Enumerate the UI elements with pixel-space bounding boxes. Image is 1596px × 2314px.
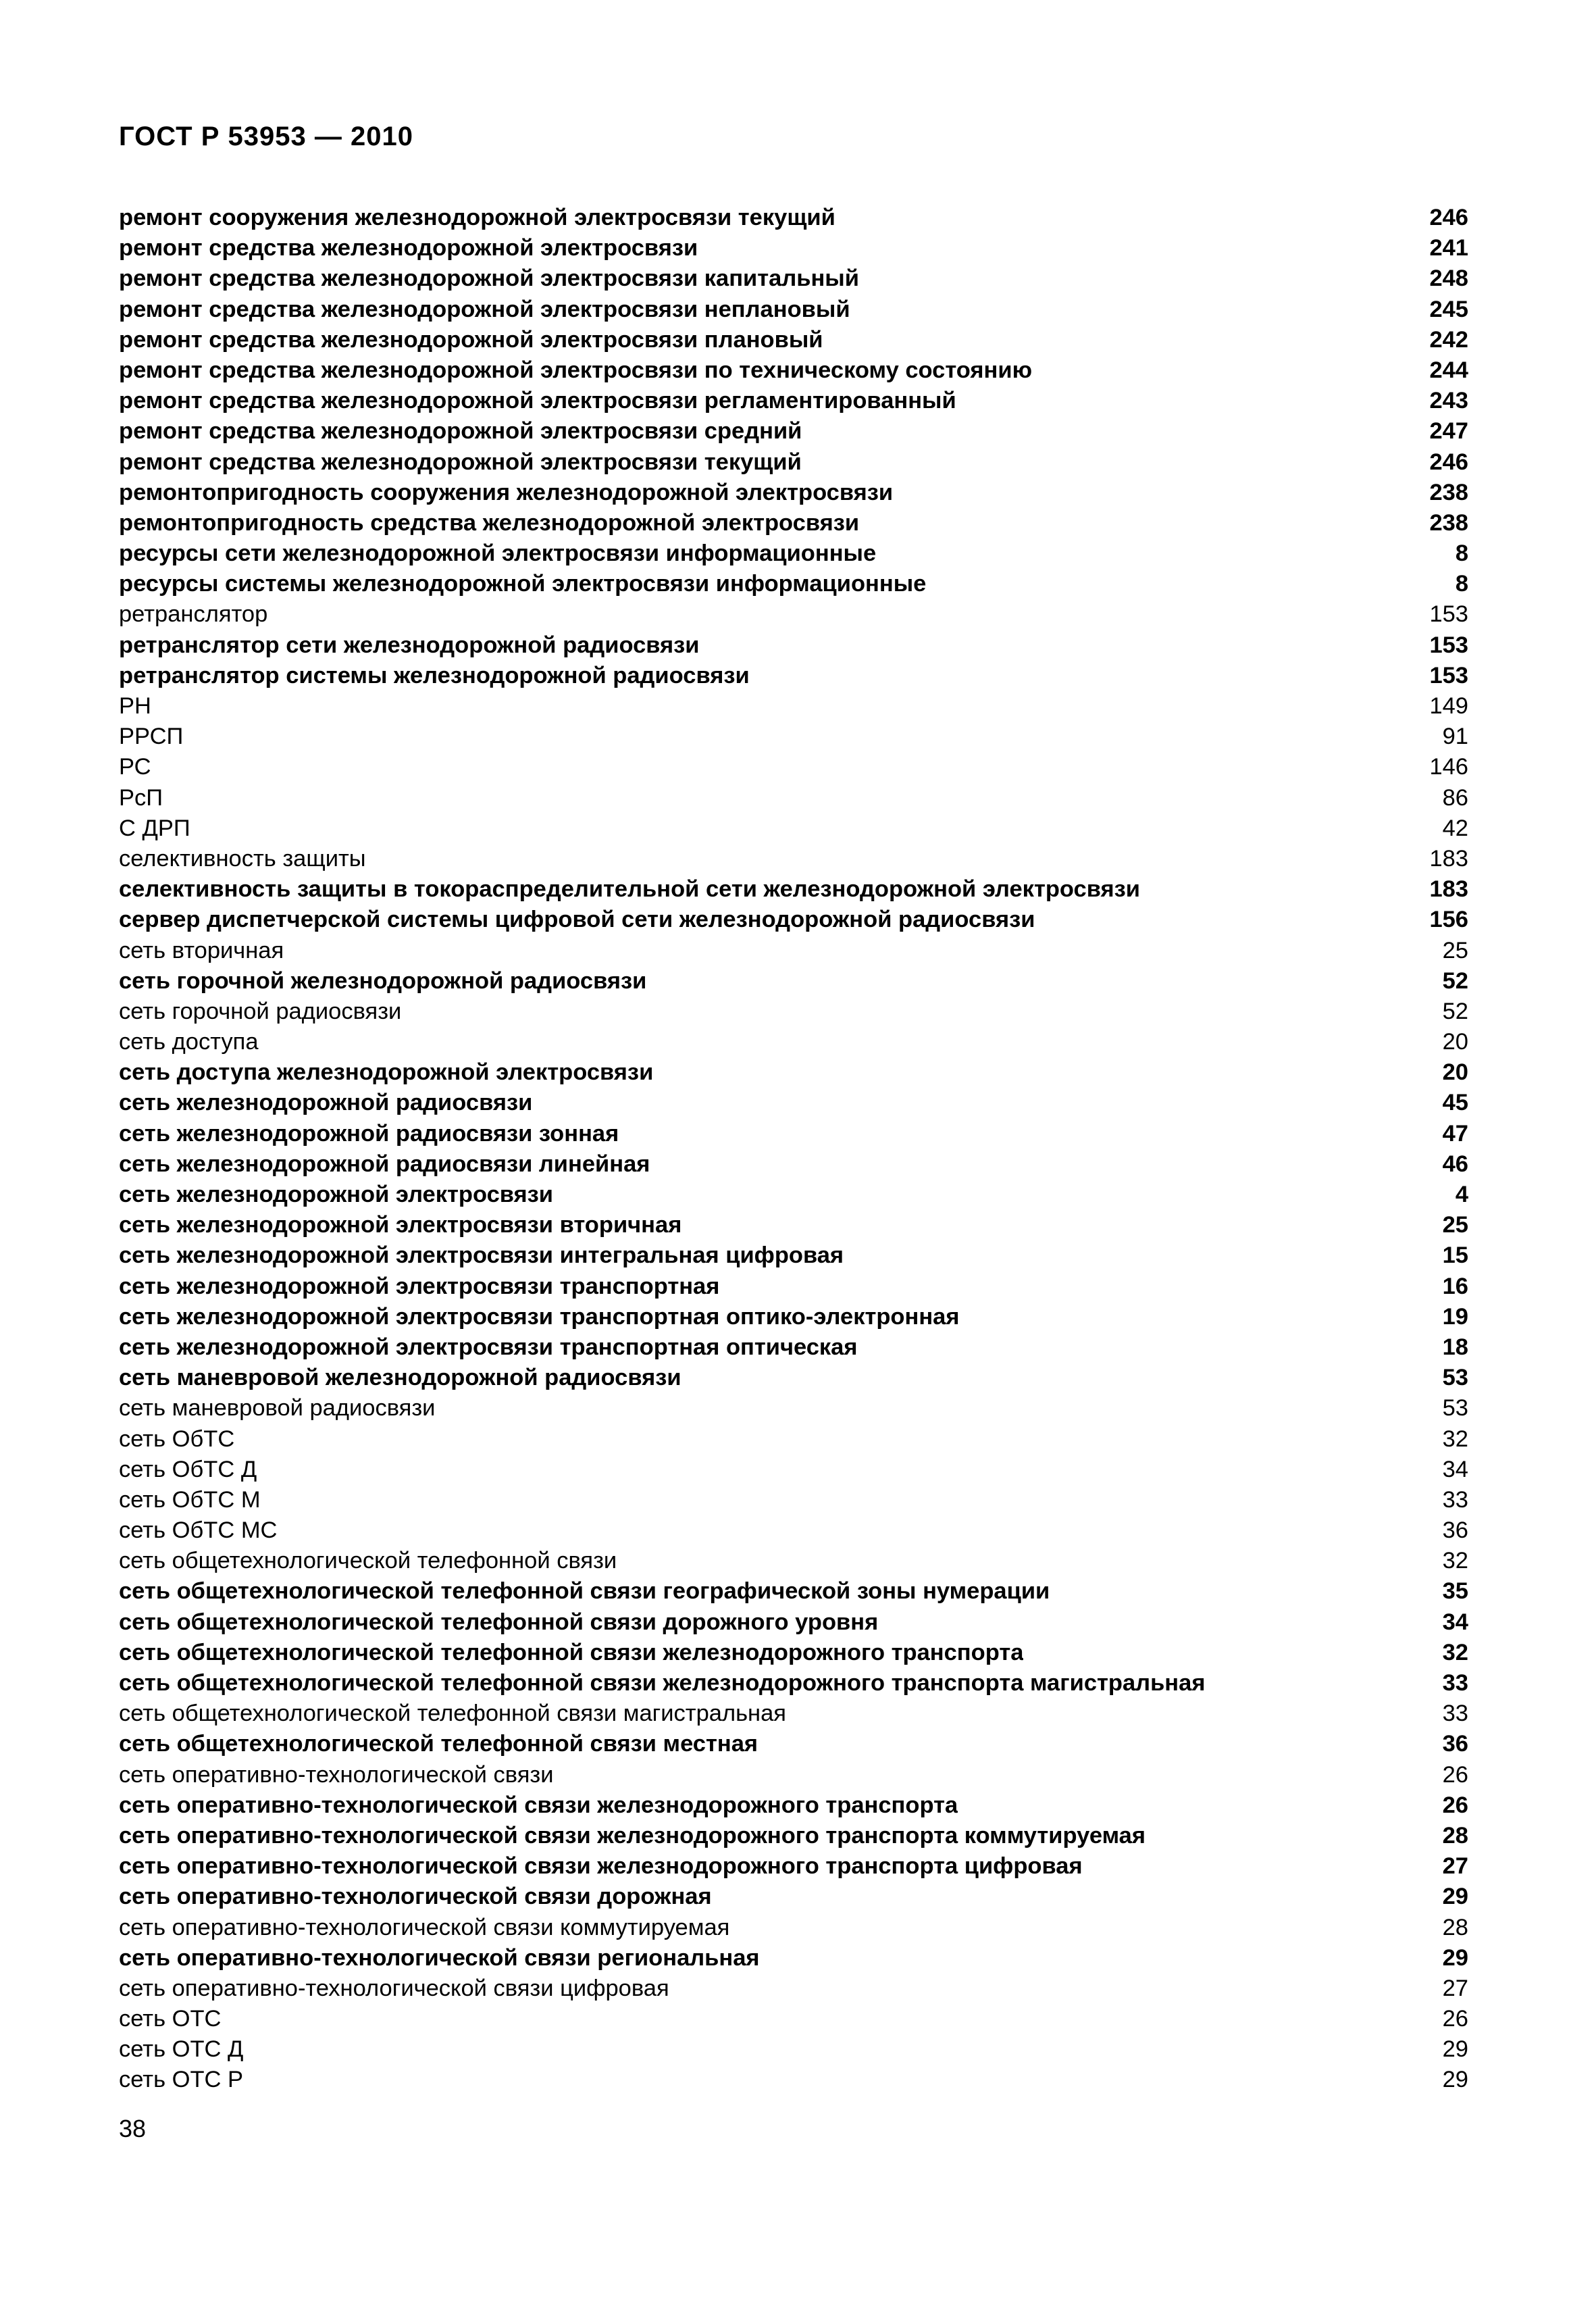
index-entry: [119, 1913, 1468, 1943]
index-page-ref: 32: [1442, 1639, 1468, 1665]
index-page-ref: 15: [1442, 1242, 1468, 1269]
index-term: ресурсы системы железнодорожной электросвязи информационные: [119, 571, 927, 597]
index-term: сеть общетехнологической телефонной связи железнодорожного транспорта: [119, 1639, 1024, 1665]
index-entry: [119, 1943, 1468, 1973]
index-entry: [119, 2004, 1468, 2034]
index-term: сервер диспетчерской системы цифровой сети железнодорожной радиосвязи: [119, 907, 1035, 933]
index-page-ref: 52: [1442, 998, 1468, 1024]
index-entry: [119, 1882, 1468, 1912]
index-page-ref: 19: [1442, 1303, 1468, 1330]
index-entry: [119, 813, 1468, 844]
index-entry: [119, 1485, 1468, 1515]
index-entry: [119, 295, 1468, 325]
index-page-ref: 25: [1442, 1212, 1468, 1238]
index-page-ref: 27: [1442, 1975, 1468, 2001]
index-entry: [119, 355, 1468, 386]
index-term: ремонт средства железнодорожной электросвязи средний: [119, 418, 802, 445]
index-term: сеть ОбТС МС: [119, 1517, 278, 1544]
alphabetical-index: [119, 203, 1468, 2096]
index-term: селективность защиты: [119, 845, 366, 872]
index-term: сеть ОбТС: [119, 1426, 235, 1452]
index-term: ремонт средства железнодорожной электросвязи по техническому состоянию: [119, 357, 1033, 383]
index-term: сеть железнодорожной электросвязи транспортная оптическая: [119, 1334, 858, 1360]
index-page-ref: 183: [1429, 876, 1468, 903]
index-term: сеть оперативно-технологической связи дорожная: [119, 1884, 712, 1910]
index-term: РН: [119, 693, 151, 719]
index-entry: [119, 2065, 1468, 2095]
index-entry: [119, 386, 1468, 416]
index-term: сеть оперативно-технологической связи железнодорожного транспорта цифровая: [119, 1853, 1083, 1880]
index-term: ремонтопригодность средства железнодорожной электросвязи: [119, 509, 860, 536]
index-page-ref: 34: [1442, 1609, 1468, 1635]
index-term: сеть маневровой радиосвязи: [119, 1395, 436, 1422]
index-entry: [119, 1790, 1468, 1821]
index-page-ref: 8: [1455, 540, 1468, 567]
index-entry: [119, 661, 1468, 691]
index-page-ref: 28: [1442, 1822, 1468, 1848]
index-page-ref: 26: [1442, 2006, 1468, 2032]
document-header: ГОСТ Р 53953 — 2010: [119, 122, 413, 151]
index-term: сеть железнодорожной радиосвязи: [119, 1090, 533, 1116]
index-page-ref: 52: [1442, 967, 1468, 994]
index-entry: [119, 1699, 1468, 1729]
index-page-ref: 26: [1442, 1792, 1468, 1818]
index-term: сеть железнодорожной электросвязи интегральная цифровая: [119, 1242, 844, 1269]
index-page-ref: 4: [1455, 1182, 1468, 1207]
index-entry: [119, 1210, 1468, 1240]
index-term: сеть ОТС: [119, 2006, 222, 2032]
index-page-ref: 28: [1442, 1914, 1468, 1940]
index-page-ref: 91: [1442, 724, 1468, 750]
index-page-ref: 242: [1429, 326, 1468, 353]
index-page-ref: 247: [1429, 418, 1468, 445]
index-term: сеть общетехнологической телефонной связи дорожного уровня: [119, 1609, 879, 1635]
index-page-ref: 35: [1442, 1578, 1468, 1605]
index-term: С ДРП: [119, 815, 190, 841]
index-page-ref: 29: [1442, 1884, 1468, 1910]
index-page-ref: 153: [1429, 601, 1468, 628]
index-page-ref: 238: [1429, 479, 1468, 505]
index-term: сеть общетехнологической телефонной связи железнодорожного транспорта магистральная: [119, 1670, 1206, 1696]
index-term: сеть оперативно-технологической связи железнодорожного транспорта коммутируемая: [119, 1822, 1145, 1848]
index-entry: [119, 263, 1468, 294]
index-entry: [119, 1821, 1468, 1851]
index-page-ref: 33: [1442, 1701, 1468, 1727]
index-entry: [119, 1973, 1468, 2004]
index-page-ref: 241: [1429, 235, 1468, 261]
index-term: сеть железнодорожной электросвязи вторичная: [119, 1212, 682, 1238]
index-term: сеть железнодорожной электросвязи транспортная: [119, 1273, 720, 1299]
index-entry: [119, 538, 1468, 569]
index-term: сеть общетехнологической телефонной связи: [119, 1548, 617, 1574]
index-page-ref: 29: [1442, 2067, 1468, 2093]
index-entry: [119, 1851, 1468, 1882]
index-term: сеть маневровой железнодорожной радиосвязи: [119, 1365, 681, 1391]
index-entry: [119, 691, 1468, 722]
index-term: сеть ОбТС Д: [119, 1456, 257, 1482]
index-term: ремонт средства железнодорожной электросвязи капитальный: [119, 266, 859, 292]
index-term: сеть ОТС Р: [119, 2067, 244, 2093]
index-page-ref: 25: [1442, 937, 1468, 963]
index-page-ref: 46: [1442, 1151, 1468, 1177]
index-entry: [119, 1607, 1468, 1638]
index-entry: [119, 905, 1468, 935]
index-page-ref: 20: [1442, 1059, 1468, 1086]
index-term: сеть вторичная: [119, 937, 284, 963]
index-term: селективность защиты в токораспределительной сети железнодорожной электросвязи: [119, 876, 1140, 903]
index-entry: [119, 1546, 1468, 1576]
index-term: сеть оперативно-технологической связи: [119, 1761, 554, 1788]
index-term: ремонт средства железнодорожной электросвязи регламентированный: [119, 388, 956, 414]
index-entry: [119, 1027, 1468, 1057]
index-entry: [119, 1515, 1468, 1546]
index-term: ретранслятор сети железнодорожной радиосвязи: [119, 632, 700, 658]
index-entry: [119, 569, 1468, 599]
index-page-ref: 183: [1429, 845, 1468, 872]
index-term: сеть оперативно-технологической связи цифровая: [119, 1975, 669, 2001]
index-entry: [119, 508, 1468, 538]
index-page-ref: 33: [1442, 1670, 1468, 1696]
index-entry: [119, 1729, 1468, 1759]
index-term: ретранслятор системы железнодорожной радиосвязи: [119, 662, 750, 688]
index-term: ретранслятор: [119, 601, 268, 628]
index-entry: [119, 1424, 1468, 1455]
index-entry: [119, 874, 1468, 905]
index-page-ref: 243: [1429, 388, 1468, 414]
index-term: сеть доступа: [119, 1029, 259, 1055]
index-page-ref: 156: [1429, 907, 1468, 933]
index-entry: [119, 1576, 1468, 1607]
index-entry: [119, 1272, 1468, 1302]
index-page-ref: 153: [1429, 632, 1468, 658]
index-entry: [119, 1668, 1468, 1699]
index-page-ref: 16: [1442, 1273, 1468, 1299]
index-term: сеть горочной железнодорожной радиосвязи: [119, 967, 647, 994]
index-entry: [119, 2034, 1468, 2065]
index-page-ref: 32: [1442, 1548, 1468, 1574]
index-entry: [119, 1149, 1468, 1180]
index-page-ref: 20: [1442, 1029, 1468, 1055]
index-term: ремонтопригодность сооружения железнодорожной электросвязи: [119, 479, 894, 505]
index-entry: [119, 1455, 1468, 1485]
index-entry: [119, 1332, 1468, 1363]
index-entry: [119, 936, 1468, 966]
index-entry: [119, 752, 1468, 782]
index-entry: [119, 1180, 1468, 1210]
index-page-ref: 42: [1442, 815, 1468, 841]
index-page-ref: 149: [1429, 693, 1468, 719]
index-term: сеть железнодорожной электросвязи: [119, 1182, 554, 1207]
index-entry: [119, 1302, 1468, 1332]
index-entry: [119, 1393, 1468, 1424]
index-term: ремонт средства железнодорожной электросвязи текущий: [119, 449, 802, 475]
index-page-ref: 34: [1442, 1456, 1468, 1482]
index-page-ref: 33: [1442, 1486, 1468, 1513]
index-term: ремонт средства железнодорожной электросвязи: [119, 235, 698, 261]
index-term: сеть общетехнологической телефонной связи местная: [119, 1731, 758, 1757]
index-entry: [119, 1119, 1468, 1149]
index-page-ref: 26: [1442, 1761, 1468, 1788]
index-entry: [119, 416, 1468, 447]
index-page-ref: 53: [1442, 1395, 1468, 1422]
index-page-ref: 246: [1429, 205, 1468, 230]
index-page-ref: 29: [1442, 2036, 1468, 2063]
index-term: сеть общетехнологической телефонной связи географической зоны нумерации: [119, 1578, 1050, 1605]
index-term: РсП: [119, 784, 163, 811]
index-page-ref: 47: [1442, 1120, 1468, 1147]
index-term: сеть доступа железнодорожной электросвязи: [119, 1059, 654, 1086]
index-term: сеть ОТС Д: [119, 2036, 244, 2063]
index-entry: [119, 1760, 1468, 1790]
page-number: 38: [119, 2115, 147, 2142]
index-entry: [119, 966, 1468, 997]
index-entry: [119, 233, 1468, 263]
index-page-ref: 244: [1429, 357, 1468, 383]
index-entry: [119, 1240, 1468, 1271]
index-page-ref: 45: [1442, 1090, 1468, 1116]
index-entry: [119, 783, 1468, 813]
index-page-ref: 238: [1429, 509, 1468, 536]
index-page-ref: 36: [1442, 1731, 1468, 1757]
index-term: сеть ОбТС М: [119, 1486, 261, 1513]
index-term: РС: [119, 754, 151, 780]
index-entry: [119, 1088, 1468, 1118]
index-entry: [119, 722, 1468, 752]
index-entry: [119, 203, 1468, 233]
index-entry: [119, 997, 1468, 1027]
index-page-ref: 146: [1429, 754, 1468, 780]
index-page-ref: 245: [1429, 296, 1468, 322]
index-entry: [119, 1363, 1468, 1393]
index-page-ref: 248: [1429, 266, 1468, 292]
index-term: сеть оперативно-технологической связи железнодорожного транспорта: [119, 1792, 958, 1818]
index-page-ref: 86: [1442, 784, 1468, 811]
index-term: ресурсы сети железнодорожной электросвязи информационные: [119, 540, 877, 567]
index-term: сеть железнодорожной радиосвязи зонная: [119, 1120, 619, 1147]
index-term: сеть оперативно-технологической связи коммутируемая: [119, 1914, 730, 1940]
index-entry: [119, 447, 1468, 478]
index-term: ремонт средства железнодорожной электросвязи плановый: [119, 326, 823, 353]
index-page-ref: 18: [1442, 1334, 1468, 1360]
index-term: сеть горочной радиосвязи: [119, 998, 402, 1024]
index-term: ремонт сооружения железнодорожной электросвязи текущий: [119, 205, 835, 230]
index-page-ref: 27: [1442, 1853, 1468, 1880]
index-term: сеть железнодорожной радиосвязи линейная: [119, 1151, 650, 1177]
index-term: РРСП: [119, 724, 184, 750]
index-entry: [119, 1057, 1468, 1088]
index-term: сеть железнодорожной электросвязи транспортная оптико-электронная: [119, 1303, 960, 1330]
index-page-ref: 153: [1429, 662, 1468, 688]
index-entry: [119, 325, 1468, 355]
index-entry: [119, 1638, 1468, 1668]
index-term: сеть общетехнологической телефонной связи магистральная: [119, 1701, 786, 1727]
index-page-ref: 246: [1429, 449, 1468, 475]
index-term: сеть оперативно-технологической связи региональная: [119, 1944, 760, 1971]
index-entry: [119, 844, 1468, 874]
index-page-ref: 53: [1442, 1365, 1468, 1391]
index-page-ref: 36: [1442, 1517, 1468, 1544]
index-entry: [119, 630, 1468, 661]
index-page-ref: 8: [1455, 571, 1468, 597]
index-entry: [119, 478, 1468, 508]
index-page-ref: 32: [1442, 1426, 1468, 1452]
index-entry: [119, 599, 1468, 630]
index-term: ремонт средства железнодорожной электросвязи неплановый: [119, 296, 850, 322]
index-page-ref: 29: [1442, 1944, 1468, 1971]
